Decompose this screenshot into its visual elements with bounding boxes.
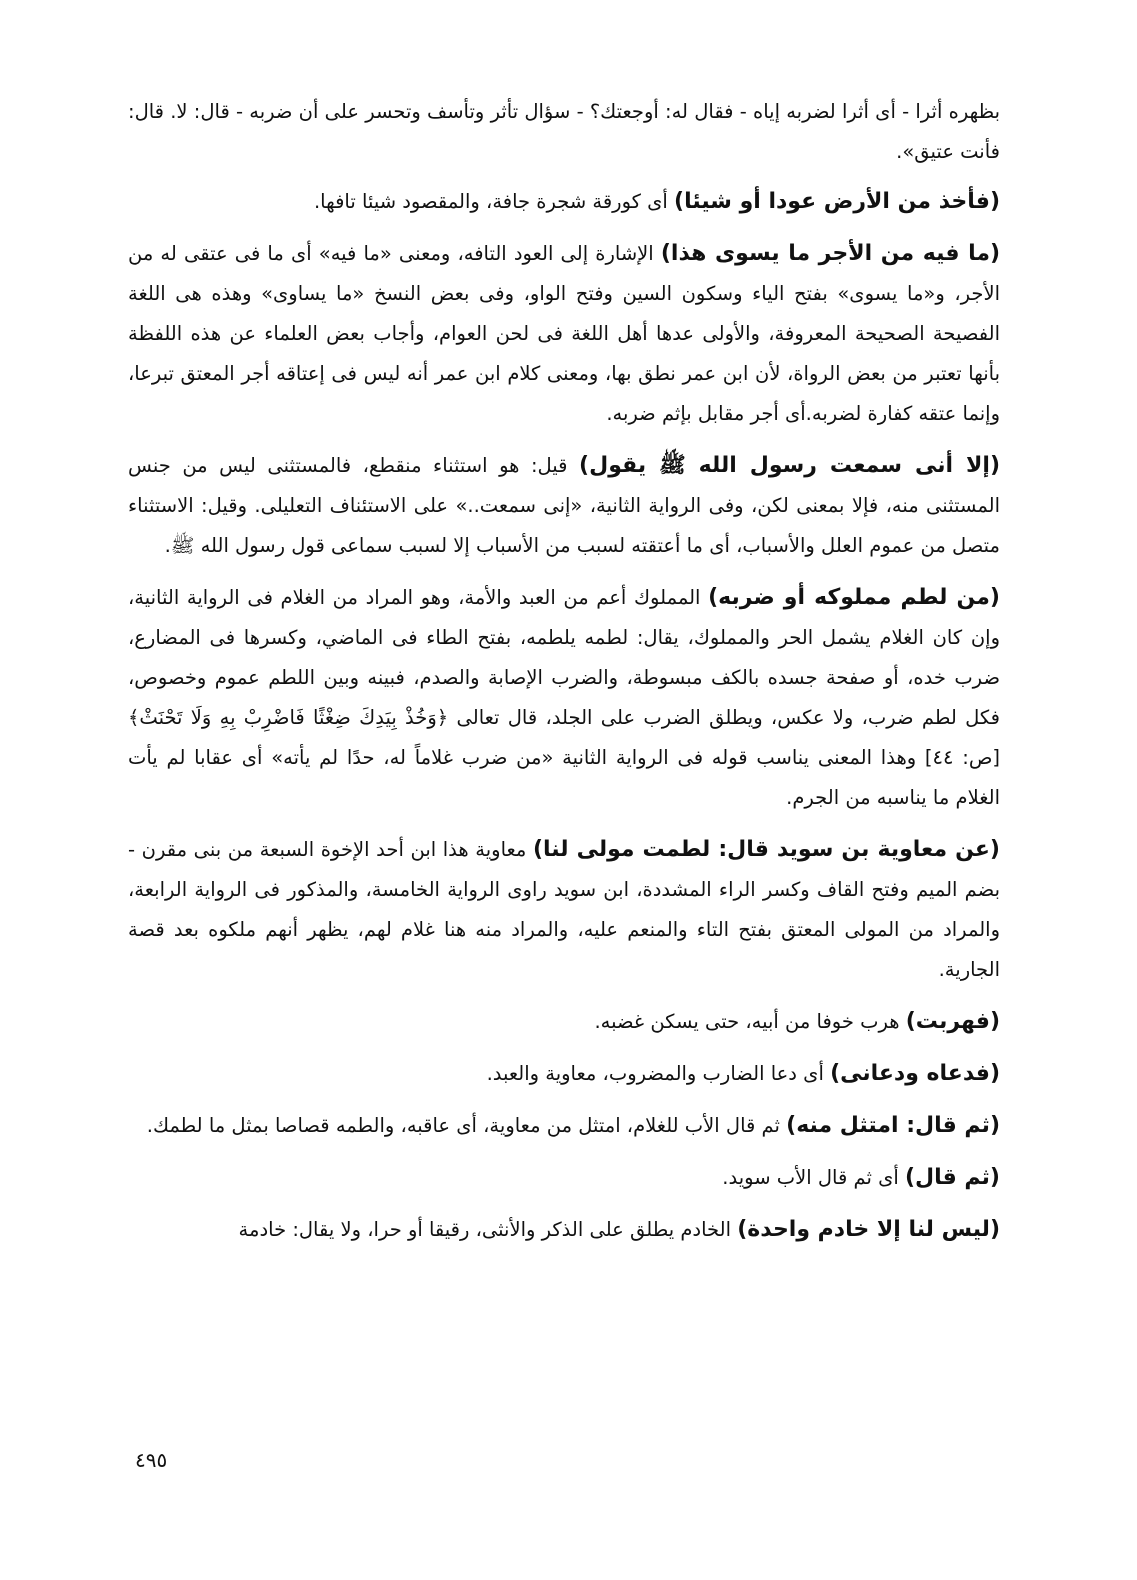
paragraph-6 <box>128 830 1000 990</box>
paragraph-text: أى كورقة شجرة جافة، والمقصود شيئا تافها. <box>313 190 675 213</box>
paragraph-5 <box>128 578 1000 818</box>
paragraph-lead: (فهربت) <box>905 1009 1000 1034</box>
paragraph-lead: (من لطم مملوكه أو ضربه) <box>708 585 1000 610</box>
paragraph-lead: (ما فيه من الأجر ما يسوى هذا) <box>660 241 1001 266</box>
paragraph-lead: (ثم قال) <box>904 1165 1000 1190</box>
paragraph-text: بظهره أثرا - أى أثرا لضربه إياه - فقال له: أوجعتك؟ - سؤال تأثر وتأسف وتحسر على أن ضربه - قال: لا. قال: فأنت عتيق». <box>128 100 1000 163</box>
paragraph-9 <box>128 1106 1000 1146</box>
paragraph-text: الخادم يطلق على الذكر والأنثى، رقيقا أو حرا، ولا يقال: خادمة <box>238 1218 738 1241</box>
paragraph-lead: (عن معاوية بن سويد قال: لطمت مولى لنا) <box>532 837 1000 862</box>
paragraph-lead: (فدعاه ودعانى) <box>830 1061 1000 1086</box>
paragraph-lead: (فأخذ من الأرض عودا أو شيئا) <box>674 189 1000 214</box>
paragraph-text: ثم قال الأب للغلام، امتثل من معاوية، أى عاقبه، والطمه قصاصا بمثل ما لطمك. <box>146 1114 787 1137</box>
paragraph-3 <box>128 234 1000 434</box>
paragraph-10 <box>128 1158 1000 1198</box>
paragraph-text: أى دعا الضارب والمضروب، معاوية والعبد. <box>486 1062 831 1085</box>
paragraph-text: قيل: هو استثناء منقطع، فالمستثنى ليس من جنس المستثنى منه، فإلا بمعنى لكن، وفى الرواية الثانية، «إنى سمعت..» على الاستئناف التعليلى. وقيل: الاستثناء متصل من عموم العلل والأسباب، أى ما أعتقته لسبب من الأسباب إلا لسبب سماعى قول رسول الله ﷺ. <box>128 454 1000 557</box>
paragraph-text: الإشارة إلى العود التافه، ومعنى «ما فيه» أى ما فى عتقى له من الأجر، و«ما يسوى» بفتح الياء وسكون السين وفتح الواو، وفى بعض النسخ «ما يساوى» وهذه هى اللغة الفصيحة الصحيحة المعروفة، والأولى عدها أهل اللغة فى لحن العوام، وأجاب بعض العلماء عن هذه اللفظة بأنها تعتبر من بعض الرواة، لأن ابن عمر نطق بها، ومعنى كلام ابن عمر أنه ليس فى إعتاقه أجر المعتق تبرعا، وإنما عتقه كفارة لضربه.أى أجر مقابل بإثم ضربه. <box>128 242 1000 425</box>
paragraph-text: هرب خوفا من أبيه، حتى يسكن غضبه. <box>594 1010 906 1033</box>
paragraph-lead: (ليس لنا إلا خادم واحدة) <box>737 1217 1000 1242</box>
paragraph-text: المملوك أعم من العبد والأمة، وهو المراد من الغلام فى الرواية الثانية، وإن كان الغلام يشمل الحر والمملوك، يقال: لطمه يلطمه، بفتح الطاء فى الماضي، وكسرها فى المضارع، ضرب خده، أو صفحة جسده بالكف مبسوطة، والضرب الإصابة والصدم، فبينه وبين اللطم عموم وخصوص، فكل لطم ضرب، ولا عكس، ويطلق الضرب على الجلد، قال تعالى ﴿وَخُذْ بِيَدِكَ ضِغْثًا فَاضْرِبْ بِهِ وَلَا تَحْنَثْ﴾ [ص: ٤٤] وهذا المعنى يناسب قوله فى الرواية الثانية «من ضرب غلاماً له، حدًا لم يأته» أى عقابا لم يأت الغلام ما يناسبه من الجرم. <box>128 586 1001 809</box>
paragraph-text: أى ثم قال الأب سويد. <box>722 1166 905 1189</box>
paragraph-1 <box>128 92 1000 172</box>
paragraph-4 <box>128 446 1000 566</box>
paragraph-11 <box>128 1210 1000 1250</box>
paragraph-7 <box>128 1002 1000 1042</box>
paragraph-text: معاوية هذا ابن أحد الإخوة السبعة من بنى مقرن - بضم الميم وفتح القاف وكسر الراء المشددة، ابن سويد راوى الرواية الخامسة، والمذكور فى الرواية الرابعة، والمراد من المولى المعتق بفتح التاء والمنعم عليه، والمراد منه هنا غلام لهم، يظهر أنهم ملكوه بعد قصة الجارية. <box>128 838 1000 981</box>
page-number: ٤٩٥ <box>135 1448 168 1472</box>
paragraph-lead: (إلا أنى سمعت رسول الله ﷺ يقول) <box>579 453 1000 478</box>
paragraph-lead: (ثم قال: امتثل منه) <box>786 1113 1000 1138</box>
page-body <box>128 92 1000 1262</box>
paragraph-2 <box>128 182 1000 222</box>
paragraph-8 <box>128 1054 1000 1094</box>
